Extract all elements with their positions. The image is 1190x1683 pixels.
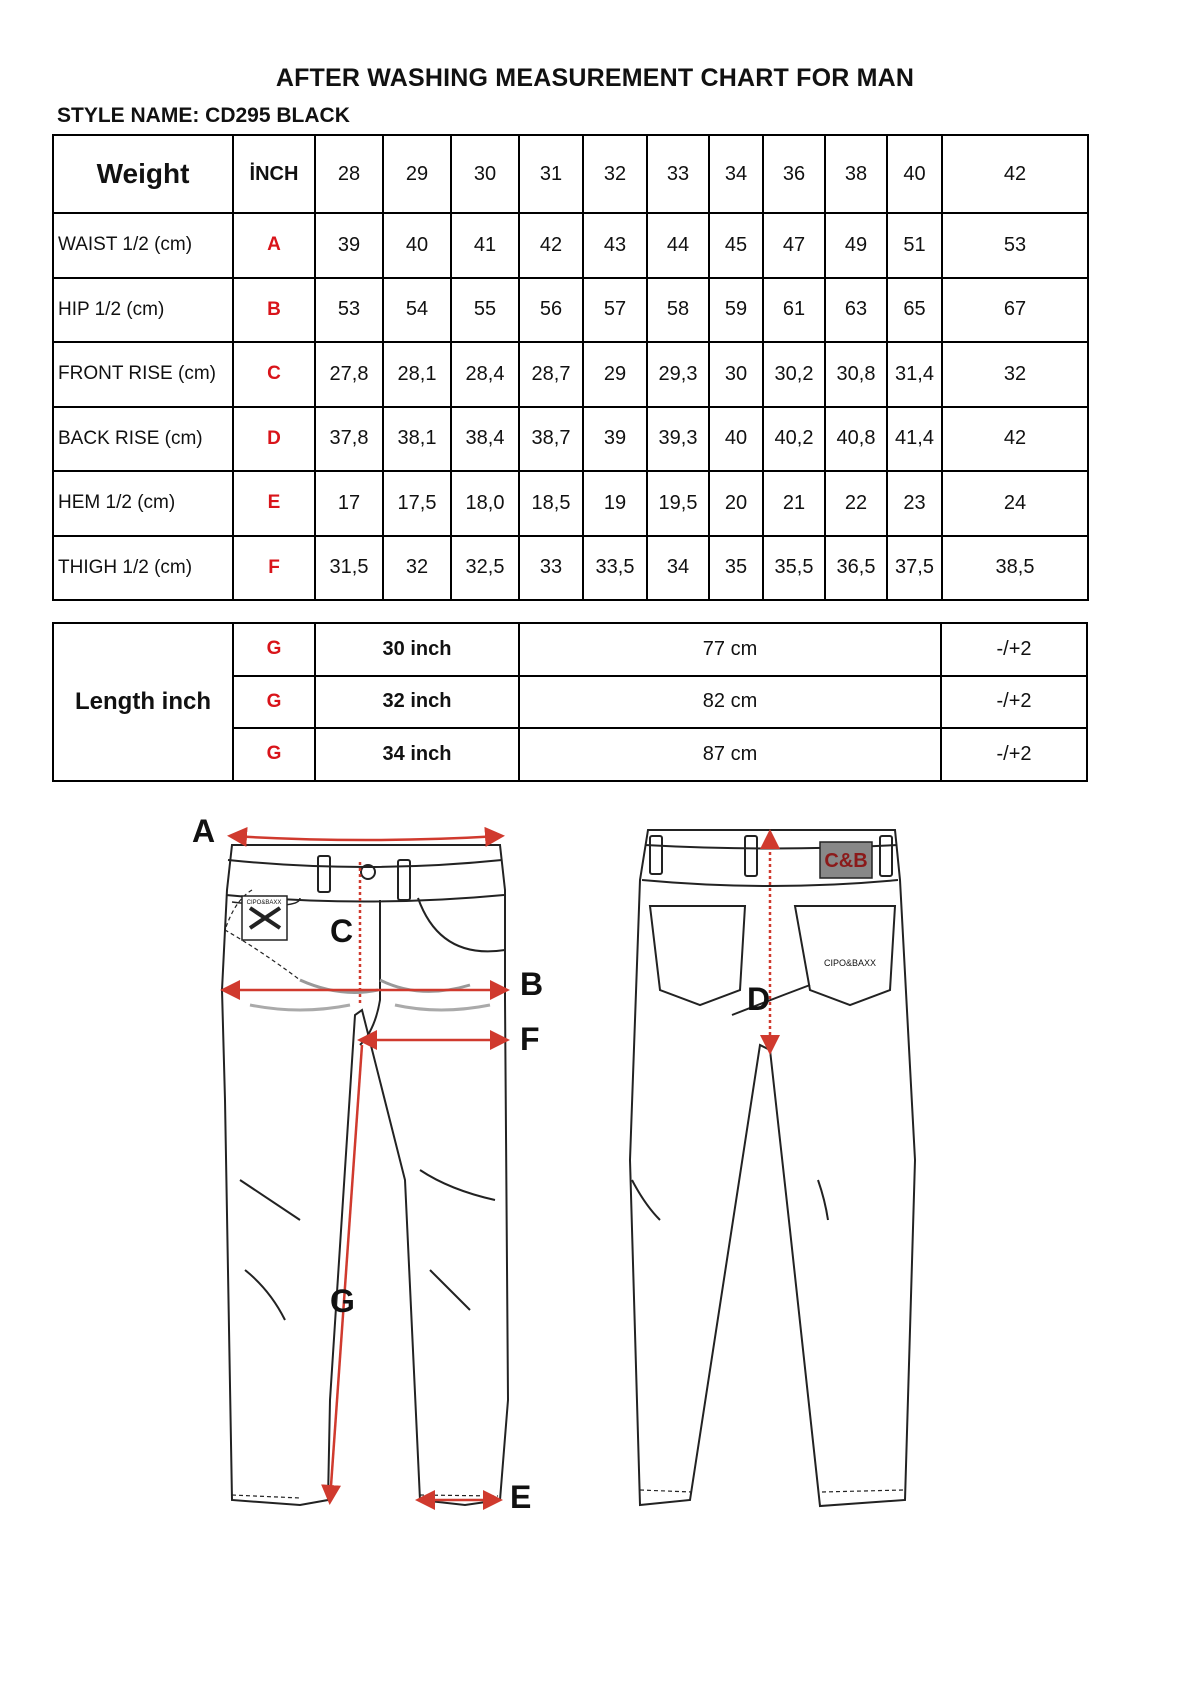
length-row — [53, 623, 1087, 676]
measurement-value: 67 — [942, 278, 1088, 343]
pants-diagram — [0, 800, 1190, 1560]
measurement-value: 18,5 — [519, 471, 583, 536]
measurement-value: 40,2 — [763, 407, 825, 472]
measurement-value: 31,5 — [315, 536, 383, 601]
measurement-value: 63 — [825, 278, 887, 343]
measurement-value: 42 — [942, 407, 1088, 472]
measurement-label: FRONT RISE (cm) — [53, 342, 233, 407]
length-code: G — [233, 676, 315, 729]
table-row — [53, 407, 1088, 472]
measurement-value: 28,4 — [451, 342, 519, 407]
measure-g — [330, 1045, 362, 1500]
measurement-value: 39 — [583, 407, 647, 472]
measurement-value: 24 — [942, 471, 1088, 536]
table-row — [53, 278, 1088, 343]
inch-header: İNCH — [233, 135, 315, 213]
measurement-value: 30,8 — [825, 342, 887, 407]
measurement-value: 28,7 — [519, 342, 583, 407]
measure-a — [232, 836, 500, 840]
size-header-cell: 31 — [519, 135, 583, 213]
measurement-value: 36,5 — [825, 536, 887, 601]
table-row — [53, 342, 1088, 407]
marker-c: C — [330, 913, 354, 949]
page-title: AFTER WASHING MEASUREMENT CHART FOR MAN — [275, 64, 915, 92]
knee-crease — [245, 1270, 285, 1320]
length-cm: 82 cm — [519, 676, 941, 729]
back-crease — [632, 1180, 660, 1220]
measurement-value: 19 — [583, 471, 647, 536]
measurement-value: 45 — [709, 213, 763, 278]
measurement-value: 32 — [942, 342, 1088, 407]
front-patch — [242, 896, 287, 940]
measurement-value: 41,4 — [887, 407, 942, 472]
measurement-value: 20 — [709, 471, 763, 536]
measurement-code: D — [233, 407, 315, 472]
measurement-value: 40 — [383, 213, 451, 278]
length-cm: 77 cm — [519, 623, 941, 676]
measurement-value: 37,5 — [887, 536, 942, 601]
belt-loop — [650, 836, 662, 874]
marker-a: A — [192, 813, 216, 849]
size-header-cell: 30 — [451, 135, 519, 213]
measurement-value: 56 — [519, 278, 583, 343]
measurement-value: 65 — [887, 278, 942, 343]
measurement-value: 29 — [583, 342, 647, 407]
measurement-value: 34 — [647, 536, 709, 601]
size-table — [52, 134, 1089, 601]
measurement-value: 57 — [583, 278, 647, 343]
measurement-code: C — [233, 342, 315, 407]
size-header-cell: 42 — [942, 135, 1088, 213]
measurement-value: 55 — [451, 278, 519, 343]
back-label — [820, 842, 872, 878]
measurement-code: E — [233, 471, 315, 536]
measurement-value: 18,0 — [451, 471, 519, 536]
whisker — [395, 1005, 490, 1010]
measurement-value: 41 — [451, 213, 519, 278]
marker-g: G — [330, 1283, 355, 1319]
fly-stitch — [360, 900, 380, 1045]
size-header-cell: 36 — [763, 135, 825, 213]
back-hem — [640, 1490, 692, 1492]
size-header-cell: 32 — [583, 135, 647, 213]
length-inch: 34 inch — [315, 728, 519, 781]
length-cm: 87 cm — [519, 728, 941, 781]
measurement-value: 30 — [709, 342, 763, 407]
measurement-label: BACK RISE (cm) — [53, 407, 233, 472]
patch-text: CIPO&BAXX — [246, 900, 282, 906]
table-row — [53, 213, 1088, 278]
measurement-value: 35,5 — [763, 536, 825, 601]
size-header-row — [53, 135, 1088, 213]
length-tolerance: -/+2 — [941, 728, 1087, 781]
length-label: Length inch — [53, 623, 233, 781]
length-code: G — [233, 728, 315, 781]
measurement-value: 40 — [709, 407, 763, 472]
back-crease — [818, 1180, 828, 1220]
measurement-value: 58 — [647, 278, 709, 343]
measurement-value: 47 — [763, 213, 825, 278]
size-header-cell: 40 — [887, 135, 942, 213]
measurement-value: 49 — [825, 213, 887, 278]
measurement-value: 31,4 — [887, 342, 942, 407]
belt-loop — [745, 836, 757, 876]
measurement-value: 53 — [315, 278, 383, 343]
measurement-value: 21 — [763, 471, 825, 536]
measurement-value: 54 — [383, 278, 451, 343]
measurement-value: 39 — [315, 213, 383, 278]
belt-loop — [880, 836, 892, 876]
measurement-value: 19,5 — [647, 471, 709, 536]
measurement-value: 38,5 — [942, 536, 1088, 601]
measurement-value: 38,1 — [383, 407, 451, 472]
measurement-label: WAIST 1/2 (cm) — [53, 213, 233, 278]
measurement-value: 17 — [315, 471, 383, 536]
size-header-cell: 29 — [383, 135, 451, 213]
back-hem — [822, 1490, 903, 1492]
front-outline — [222, 845, 508, 1505]
front-view — [222, 845, 508, 1505]
measurement-value: 59 — [709, 278, 763, 343]
table-row — [53, 536, 1088, 601]
measurement-value: 27,8 — [315, 342, 383, 407]
size-header-cell: 33 — [647, 135, 709, 213]
size-header-cell: 28 — [315, 135, 383, 213]
back-pocket-text: CIPO&BAXX — [823, 958, 877, 968]
style-name: STYLE NAME: CD295 BLACK — [57, 104, 350, 127]
knee-crease — [430, 1270, 470, 1310]
weight-header: Weight — [53, 135, 233, 213]
measurement-value: 29,3 — [647, 342, 709, 407]
length-code: G — [233, 623, 315, 676]
length-inch: 30 inch — [315, 623, 519, 676]
measurement-value: 39,3 — [647, 407, 709, 472]
back-pocket-left — [650, 906, 745, 1005]
measurement-label: THIGH 1/2 (cm) — [53, 536, 233, 601]
whisker — [250, 1005, 350, 1010]
marker-b: B — [520, 966, 544, 1002]
measurement-value: 42 — [519, 213, 583, 278]
knee-crease — [240, 1180, 300, 1220]
measurement-value: 32 — [383, 536, 451, 601]
measurement-value: 38,4 — [451, 407, 519, 472]
size-header-cell: 38 — [825, 135, 887, 213]
marker-f: F — [520, 1021, 540, 1057]
back-label-text: C&B — [824, 850, 868, 872]
measurement-value: 33 — [519, 536, 583, 601]
measurement-value: 51 — [887, 213, 942, 278]
marker-e: E — [510, 1479, 532, 1515]
measurement-code: B — [233, 278, 315, 343]
knee-crease — [420, 1170, 495, 1200]
measurement-label: HEM 1/2 (cm) — [53, 471, 233, 536]
length-inch: 32 inch — [315, 676, 519, 729]
measurement-value: 37,8 — [315, 407, 383, 472]
measurement-value: 17,5 — [383, 471, 451, 536]
measurement-value: 22 — [825, 471, 887, 536]
back-outline — [630, 830, 915, 1506]
measurement-label: HIP 1/2 (cm) — [53, 278, 233, 343]
marker-d: D — [747, 981, 771, 1017]
measurement-value: 40,8 — [825, 407, 887, 472]
back-pocket-right — [795, 906, 895, 1005]
belt-loop — [318, 856, 330, 892]
measurement-value: 38,7 — [519, 407, 583, 472]
measurement-code: A — [233, 213, 315, 278]
measurement-value: 30,2 — [763, 342, 825, 407]
front-hem — [232, 1495, 300, 1498]
length-tolerance: -/+2 — [941, 623, 1087, 676]
measurement-code: F — [233, 536, 315, 601]
front-pocket — [418, 898, 505, 951]
measurement-value: 35 — [709, 536, 763, 601]
table-row — [53, 471, 1088, 536]
measurement-value: 23 — [887, 471, 942, 536]
back-view — [630, 830, 915, 1506]
size-header-cell: 34 — [709, 135, 763, 213]
length-tolerance: -/+2 — [941, 676, 1087, 729]
measurement-value: 32,5 — [451, 536, 519, 601]
measurement-value: 28,1 — [383, 342, 451, 407]
front-hem — [420, 1495, 498, 1496]
measurement-value: 33,5 — [583, 536, 647, 601]
measurement-value: 44 — [647, 213, 709, 278]
measurement-value: 43 — [583, 213, 647, 278]
length-table — [52, 622, 1088, 782]
measurement-value: 61 — [763, 278, 825, 343]
measurement-value: 53 — [942, 213, 1088, 278]
